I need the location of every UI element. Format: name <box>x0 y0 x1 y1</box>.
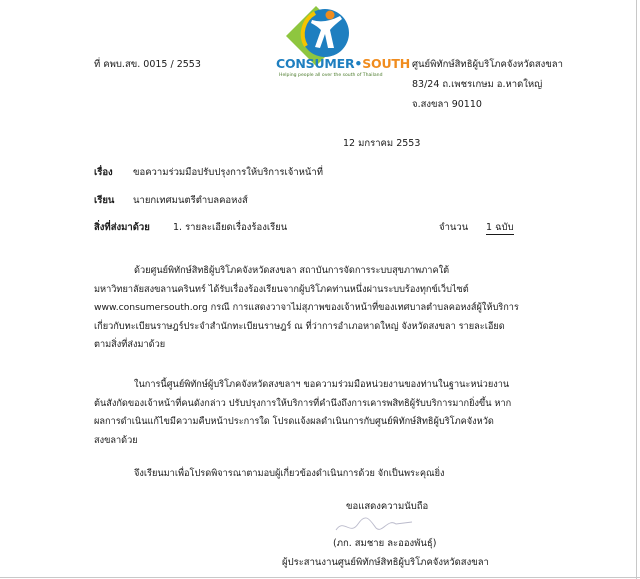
enclosure-qty-value: 1 ฉบับ <box>486 222 514 233</box>
logo-person-head-icon <box>326 11 335 20</box>
handwritten-signature <box>330 514 420 538</box>
paragraph-2-line: ในการนี้ศูนย์พิทักษ์ผู้บริโภคจังหวัดสงขลาฯ ขอความร่วมมือหน่วยงานของท่านในฐานะหน่วยงาน <box>134 379 510 390</box>
paragraph-2-line: สงขลาด้วย <box>94 434 138 446</box>
logo-wordmark <box>276 56 410 71</box>
signatory-title: ผู้ประสานงานศูนย์พิทักษ์สิทธิผู้บริโภคจังหวัดสงขลา <box>282 557 489 568</box>
paragraph-2-line: ผลการดำเนินแก้ไขมีความคืบหน้าประการใด โปรดแจ้งผลดำเนินการกับศูนย์พิทักษ์สิทธิผู้บริโภคจังหวัด <box>94 416 494 428</box>
logo-wordmark-south: SOUTH <box>362 56 410 71</box>
logo-wordmark-consumer: CONSUMER <box>276 56 355 71</box>
body-paragraph-3: จึงเรียนมาเพื่อโปรดพิจารณาตามอบผู้เกี่ยวข้องดำเนินการด้วย จักเป็นพระคุณยิ่ง <box>134 468 445 479</box>
body-paragraph-1 <box>94 262 519 355</box>
enclosure-qty-label: จำนวน <box>439 222 469 233</box>
page-frame-right-edge <box>636 0 637 579</box>
reference-number: ที่ คพบ.สข. 0015 / 2553 <box>94 59 201 70</box>
paragraph-2-line: ต้นสังกัดของเจ้าหน้าที่คนดังกล่าว ปรับปรุงการให้บริการที่คำนึงถึงการเคารพสิทธิผู้รับบริการมากยิ่งขึ้น หาก <box>94 397 512 409</box>
body-paragraph-2 <box>94 376 511 450</box>
logo-wordmark-separator: • <box>354 56 363 71</box>
enclosure-label: สิ่งที่ส่งมาด้วย <box>94 222 150 233</box>
sender-address-line2: จ.สงขลา 90110 <box>412 99 482 110</box>
subject-label: เรื่อง <box>94 167 113 178</box>
recipient-value: นายกเทศมนตรีตำบลคอหงส์ <box>133 195 248 206</box>
paragraph-1-line: เกี่ยวกับทะเบียนราษฎร์ประจำสำนักทะเบียนราษฎร์ ณ ที่ว่าการอำเภอหาดใหญ่ จังหวัดสงขลา รายละเอียด <box>94 320 505 332</box>
paragraph-1-line: ตามสิ่งที่ส่งมาด้วย <box>94 339 166 351</box>
subject-value: ขอความร่วมมือปรับปรุงการให้บริการเจ้าหน้าที่ <box>133 167 323 178</box>
closing-phrase: ขอแสดงความนับถือ <box>346 501 429 512</box>
enclosure-item: 1. รายละเอียดเรื่องร้องเรียน <box>173 222 288 233</box>
sender-address-line1: 83/24 ถ.เพชรเกษม อ.หาดใหญ่ <box>412 79 543 90</box>
recipient-label: เรียน <box>94 195 115 206</box>
sender-org-name: ศูนย์พิทักษ์สิทธิผู้บริโภคจังหวัดสงขลา <box>412 59 563 70</box>
logo-tagline: Helping people all over the south of Thailand <box>279 73 383 78</box>
paragraph-1-line: มหาวิทยาลัยสงขลานครินทร์ ได้รับเรื่องร้องเรียนจากผู้บริโภคท่านหนึ่งผ่านระบบร้องทุกข์เว็บไซต์ <box>94 283 469 295</box>
signatory-name: (ภก. สมชาย ละอองพันธุ์) <box>333 538 437 549</box>
page-frame-bottom-edge <box>0 577 640 578</box>
letter-date: 12 มกราคม 2553 <box>343 138 421 149</box>
paragraph-1-line: ด้วยศูนย์พิทักษ์สิทธิผู้บริโภคจังหวัดสงขลา สถาบันการจัดการระบบสุขภาพภาคใต้ <box>134 265 450 276</box>
paragraph-1-line: www.consumersouth.org กรณี การแสดงวาจาไม่สุภาพของเจ้าหน้าที่ของเทศบาลตำบลคอหงส์ผู้ให้บริการ <box>94 302 519 314</box>
